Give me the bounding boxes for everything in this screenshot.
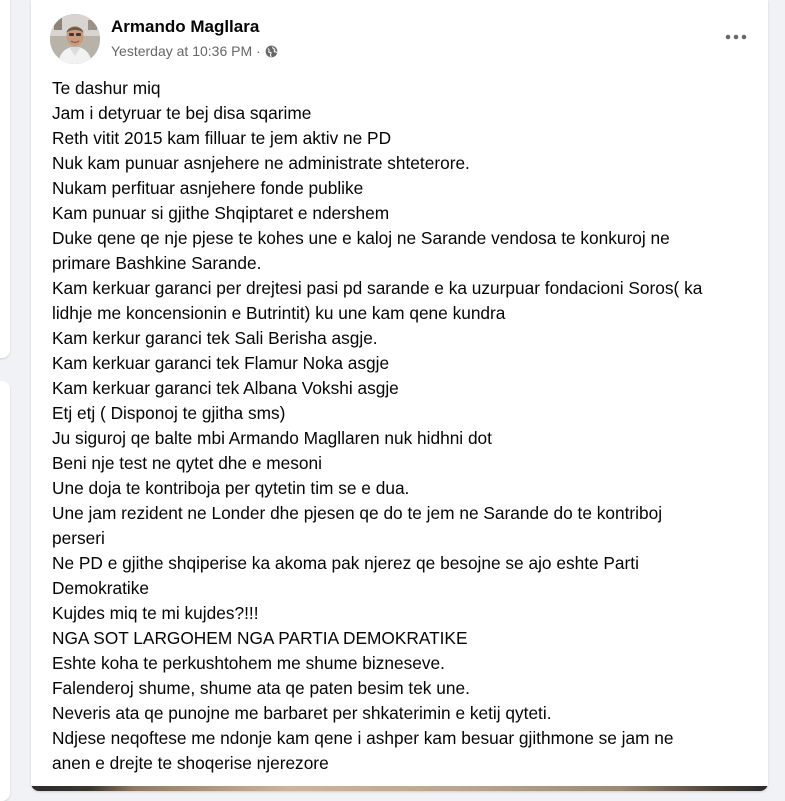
post-text-line: Duke qene qe nje pjese te kohes une e kaloj ne Sarande vendosa te konkuroj ne xyxy=(52,228,670,248)
post-text-line: Kam kerkuar garanci per drejtesi pasi pd sarande e ka uzurpuar fondacioni Soros( ka xyxy=(52,278,703,298)
post-text-line: primare Bashkine Sarande. xyxy=(52,253,262,273)
post-text-line: Kam punuar si gjithe Shqiptaret e ndershem xyxy=(52,203,390,223)
post-text-line: lidhje me koncensionin e Butrintit) ku une kam qene kundra xyxy=(52,303,506,323)
post-timestamp[interactable]: Yesterday at 10:36 PM xyxy=(111,43,253,59)
post-text-line: Nuk kam punuar asnjehere ne administrate shteterore. xyxy=(52,153,470,173)
post-text-line: anen e drejte te shoqerise njerezore xyxy=(52,753,329,773)
avatar-photo xyxy=(50,14,100,64)
post-text-line: Une doja te kontriboja per qytetin tim se e dua. xyxy=(52,478,410,498)
post-text-line: Une jam rezident ne Londer dhe pjesen qe do te jem ne Sarande do te kontriboj xyxy=(52,503,663,523)
post-text-line: Te dashur miq xyxy=(52,78,161,98)
post-text-line: Nukam perfituar asnjehere fonde publike xyxy=(52,178,364,198)
post-text-line: Beni nje test ne qytet dhe e mesoni xyxy=(52,453,322,473)
post-text-line: Kam kerkuar garanci tek Albana Vokshi asgje xyxy=(52,378,399,398)
post-text-line: Jam i detyruar te bej disa sqarime xyxy=(52,103,312,123)
author-name[interactable]: Armando Magllara xyxy=(111,17,260,36)
post-text-line: Ndjese neqoftese me ndonje kam qene i ashper kam besuar gjithmone se jam ne xyxy=(52,728,674,748)
post-text-line: Kujdes miq te mi kujdes?!!! xyxy=(52,603,259,623)
meta-separator: · xyxy=(256,43,261,59)
post-text-line: Kam kerkur garanci tek Sali Berisha asgje. xyxy=(52,328,378,348)
left-card-top xyxy=(0,0,10,358)
post-text-line: Demokratike xyxy=(52,578,149,598)
post-text-line: Ju siguroj qe balte mbi Armando Magllaren nuk hidhni dot xyxy=(52,428,492,448)
post-text-line: Kam kerkuar garanci tek Flamur Noka asgje xyxy=(52,353,390,373)
left-column-edge xyxy=(0,0,12,791)
more-options-button[interactable] xyxy=(718,19,754,55)
left-card-bottom xyxy=(0,381,10,801)
avatar[interactable] xyxy=(50,14,100,64)
post-text xyxy=(52,76,752,776)
post-text-line: Eshte koha te perkushtohem me shume bizneseve. xyxy=(52,653,445,673)
post-meta xyxy=(111,43,278,59)
post-image[interactable] xyxy=(31,786,768,791)
post-text-line: Etj etj ( Disponoj te gjitha sms) xyxy=(52,403,286,423)
more-options-icon xyxy=(724,34,748,40)
post-text-line: NGA SOT LARGOHEM NGA PARTIA DEMOKRATIKE xyxy=(52,628,468,648)
post-text-line: perseri xyxy=(52,528,105,548)
post-text-line: Reth vitit 2015 kam filluar te jem aktiv ne PD xyxy=(52,128,392,148)
post-text-line: Neveris ata qe punojne me barbaret per shkaterimin e ketij qyteti. xyxy=(52,703,552,723)
feed-post xyxy=(31,0,768,791)
post-header xyxy=(50,14,750,64)
post-text-line: Falenderoj shume, shume ata qe paten besim tek une. xyxy=(52,678,470,698)
post-text-line: Ne PD e gjithe shqiperise ka akoma pak njerez qe besojne se ajo eshte Parti xyxy=(52,553,639,573)
globe-icon[interactable] xyxy=(265,45,278,58)
